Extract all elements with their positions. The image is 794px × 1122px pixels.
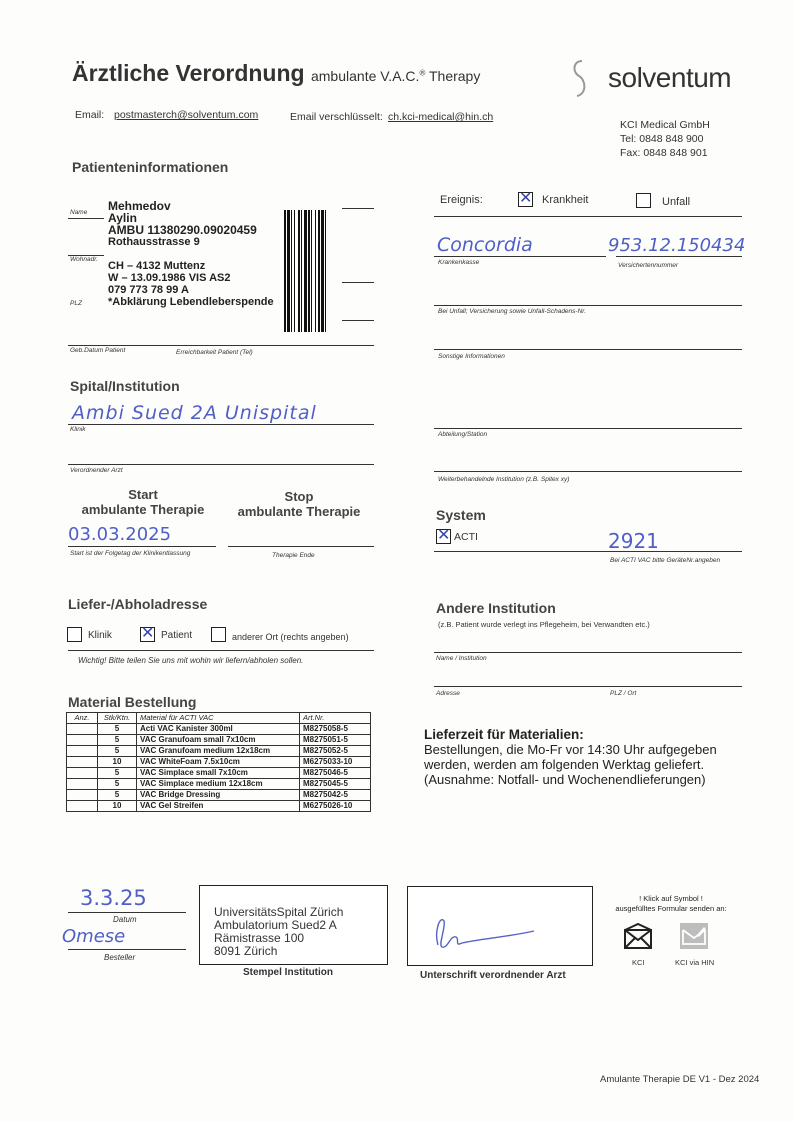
start-heading-line1: Start [128,487,158,502]
solventum-logo-icon [568,58,590,100]
material-row [67,790,371,801]
institution-section-title: Spital/Institution [70,378,180,394]
stop-heading-line1: Stop [284,489,314,504]
material-name-cell: VAC Bridge Dressing [137,790,300,801]
registered-mark: ® [419,68,426,78]
material-name-cell: VAC Simplace small 7x10cm [137,768,300,779]
material-quantity-cell[interactable] [67,735,98,746]
other-name-label: Name / Institution [436,655,487,662]
sticker-line [108,248,274,260]
delivery-time-line: Bestellungen, die Mo-Fr vor 14:30 Uhr aufgegeben [424,742,717,757]
material-row [67,757,371,768]
material-article-cell: M8275051-5 [300,735,371,746]
start-date-handwritten[interactable]: 03.03.2025 [68,524,172,545]
barcode [284,210,340,332]
material-table [66,712,371,812]
delivery-time-line: werden, werden am folgenden Werktag geliefert. [424,757,705,772]
material-name-cell: VAC Gel Streifen [137,801,300,812]
other-address-label: Adresse [436,690,460,697]
email-link[interactable]: postmasterch@solventum.com [114,109,259,121]
email-encrypted-link[interactable]: ch.kci-medical@hin.ch [388,111,494,123]
insurer-label: Krankenkasse [438,259,480,266]
delivery-time-line: (Ausnahme: Notfall- und Wochenendlieferungen) [424,772,706,787]
material-quantity-cell[interactable] [67,779,98,790]
name-label: Name [70,209,88,216]
header-per-carton: Stk/Ktn. [98,713,137,724]
company-tel: Tel: 0848 848 900 [620,133,704,145]
material-quantity-cell[interactable] [67,746,98,757]
material-article-cell: M8275058-5 [300,724,371,735]
hin-label: KCI via HIN [675,958,715,967]
material-section-title: Material Bestellung [68,694,197,710]
material-name-cell: Acti VAC Kanister 300ml [137,724,300,735]
delivery-time-info [424,727,717,787]
barcode-bar [287,210,290,332]
company-info [620,118,710,160]
barcode-bar [291,210,292,332]
material-per-carton-cell: 5 [98,779,137,790]
delivery-note: Wichtig! Bitte teilen Sie uns mit wohin wir liefern/abholen sollen. [78,656,304,665]
send-instructions [612,894,730,914]
sticker-line: 079 773 78 99 A [108,284,189,296]
material-quantity-cell[interactable] [67,724,98,735]
barcode-bar [315,210,316,332]
insurance-number-label: Versichertennummer [618,262,679,269]
material-name-cell: VAC Simplace medium 12x18cm [137,779,300,790]
delivery-clinic-label: Klinik [88,630,112,641]
barcode-bar [304,210,307,332]
other-info-label: Sonstige Informationen [438,353,505,360]
material-quantity-cell[interactable] [67,790,98,801]
delivery-patient-label: Patient [161,630,193,641]
material-name-cell: VAC Granufoam small 7x10cm [137,735,300,746]
header-article-number: Art.Nr. [300,713,371,724]
signature-label: Unterschrift verordnender Arzt [420,970,566,981]
barcode-bar [325,210,326,332]
material-row [67,735,371,746]
material-row [67,724,371,735]
stamp-line: Rämistrasse 100 [214,931,305,945]
email-encrypted-label: Email verschlüsselt: [290,111,383,123]
subtitle-tail: Therapy [425,68,481,84]
stamp-line: UniversitätsSpital Zürich [214,905,344,919]
doctor-signature [408,887,592,965]
acti-label: ACTI [454,531,478,543]
material-article-cell: M8275052-5 [300,746,371,757]
sticker-line: Mehmedov [108,199,171,213]
sticker-line: *Abklärung Lebendleberspende [108,296,274,308]
department-label: Abteilung/Station [438,431,488,438]
further-institution-label: Weiterbehandelnde Institution (z.B. Spitex xy) [438,476,570,483]
illness-label: Krankheit [542,194,589,206]
material-per-carton-cell: 5 [98,735,137,746]
material-name-cell: VAC WhiteFoam 7.5x10cm [137,757,300,768]
delivery-patient-checkbox[interactable] [140,627,155,642]
barcode-bar [294,210,295,332]
delivery-time-title: Lieferzeit für Materialien: [424,727,584,742]
send-line-2: ausgefülltes Formular senden an: [615,904,727,913]
send-line-1: ! Klick auf Symbol ! [639,894,703,903]
start-therapy-heading [68,487,218,517]
patient-sticker [108,200,274,308]
logo-text: solventum [608,62,732,93]
institution-stamp [214,906,343,958]
material-quantity-cell[interactable] [67,801,98,812]
plz-label: PLZ [70,300,82,307]
kci-label: KCI [632,958,645,967]
system-section-title: System [436,507,486,523]
orderer-handwritten[interactable]: Omese [62,926,126,947]
material-quantity-cell[interactable] [67,768,98,779]
material-quantity-cell[interactable] [67,757,98,768]
title-main: Ärztliche Verordnung [72,60,305,86]
sticker-line: CH – 4132 Muttenz [108,260,206,272]
stamp-line: 8091 Zürich [214,944,278,958]
delivery-other-checkbox[interactable] [211,627,226,642]
barcode-bar [301,210,302,332]
subtitle-text: ambulante V.A.C. [310,68,420,84]
accident-label: Unfall [662,196,691,208]
other-institution-hint: (z.B. Patient wurde verlegt ins Pflegeheim, bei Verwandten etc.) [438,620,650,629]
sticker-line: W – 13.09.1986 VIS AS2 [108,272,231,284]
barcode-bar [308,210,310,332]
form-title [72,60,480,87]
barcode-bar [321,210,324,332]
start-note: Start ist der Folgetag der Klinikentlassung [70,550,191,557]
material-per-carton-cell: 5 [98,724,137,735]
header-material: Material für ACTI VAC [137,713,300,724]
material-article-cell: M8275045-5 [300,779,371,790]
patient-section-title: Patienteninformationen [72,159,229,175]
start-heading-line2: ambulante Therapie [81,502,205,517]
delivery-section-title: Liefer-/Abholadresse [68,596,208,612]
device-number-handwritten[interactable]: 2921 [608,529,659,553]
material-article-cell: M6275026-10 [300,801,371,812]
material-per-carton-cell: 10 [98,757,137,768]
material-row [67,801,371,812]
other-institution-title: Andere Institution [436,600,556,616]
accident-insurance-label: Bei Unfall; Versicherung sowie Unfall-Schadens-Nr. [438,308,586,315]
material-row [67,768,371,779]
material-article-cell: M8275046-5 [300,768,371,779]
sticker-line: Aylin [108,211,137,225]
orderer-label: Besteller [104,953,136,962]
material-name-cell: VAC Granufoam medium 12x18cm [137,746,300,757]
stop-heading-line2: ambulante Therapie [237,504,361,519]
other-plz-label: PLZ / Ort [610,690,637,697]
date-handwritten[interactable]: 3.3.25 [80,886,147,910]
event-label: Ereignis: [440,194,483,206]
material-row [67,746,371,757]
stamp-box[interactable] [199,885,388,965]
stamp-line: Ambulatorium Sued2 A [214,918,337,932]
header-quantity: Anz. [67,713,98,724]
insurer-handwritten[interactable]: Concordia [437,234,533,256]
material-per-carton-cell: 10 [98,801,137,812]
sticker-line: Rothausstrasse 9 [108,236,200,248]
material-article-cell: M8275042-5 [300,790,371,801]
material-per-carton-cell: 5 [98,768,137,779]
illness-checkbox[interactable] [518,192,533,207]
clinic-handwritten[interactable]: Ambi Sued 2A Unispital [72,402,317,424]
accident-checkbox[interactable] [636,193,651,208]
material-per-carton-cell: 5 [98,746,137,757]
barcode-bar [311,210,312,332]
signature-box[interactable] [407,886,593,966]
sticker-line: AMBU 11380290.09020459 [108,223,257,237]
delivery-other-label: anderer Ort (rechts angeben) [232,632,349,642]
email-label: Email: [75,109,105,121]
barcode-bar [318,210,320,332]
company-fax: Fax: 0848 848 901 [620,147,708,159]
insurance-number-handwritten[interactable]: 953.12.150434 [608,235,746,256]
device-note: Bei ACTI VAC bitte GeräteNr.angeben [610,557,721,564]
doctor-label: Verordnender Arzt [70,467,123,474]
acti-checkbox[interactable] [436,529,451,544]
delivery-clinic-checkbox[interactable] [67,627,82,642]
material-per-carton-cell: 5 [98,790,137,801]
material-article-cell: M6275033-10 [300,757,371,768]
barcode-bar [284,210,286,332]
material-header-row [67,713,371,724]
date-label: Datum [113,915,137,924]
form-footer: Amulante Therapie DE V1 - Dez 2024 [600,1074,760,1085]
hin-mail-icon[interactable] [680,923,708,949]
therapy-end-label: Therapie Ende [272,552,315,559]
company-name: KCI Medical GmbH [620,119,710,131]
envelope-icon[interactable] [624,923,652,949]
stop-therapy-heading [226,489,372,519]
dob-label: Geb.Datum Patient [70,347,126,354]
clinic-label: Klinik [70,426,86,433]
stamp-label: Stempel Institution [243,967,333,978]
reachability-label: Erreichbarkeit Patient (Tel) [176,349,253,356]
title-subtitle [311,68,480,84]
material-row [67,779,371,790]
barcode-bar [298,210,300,332]
address-label: Wohnadr. [70,256,98,263]
